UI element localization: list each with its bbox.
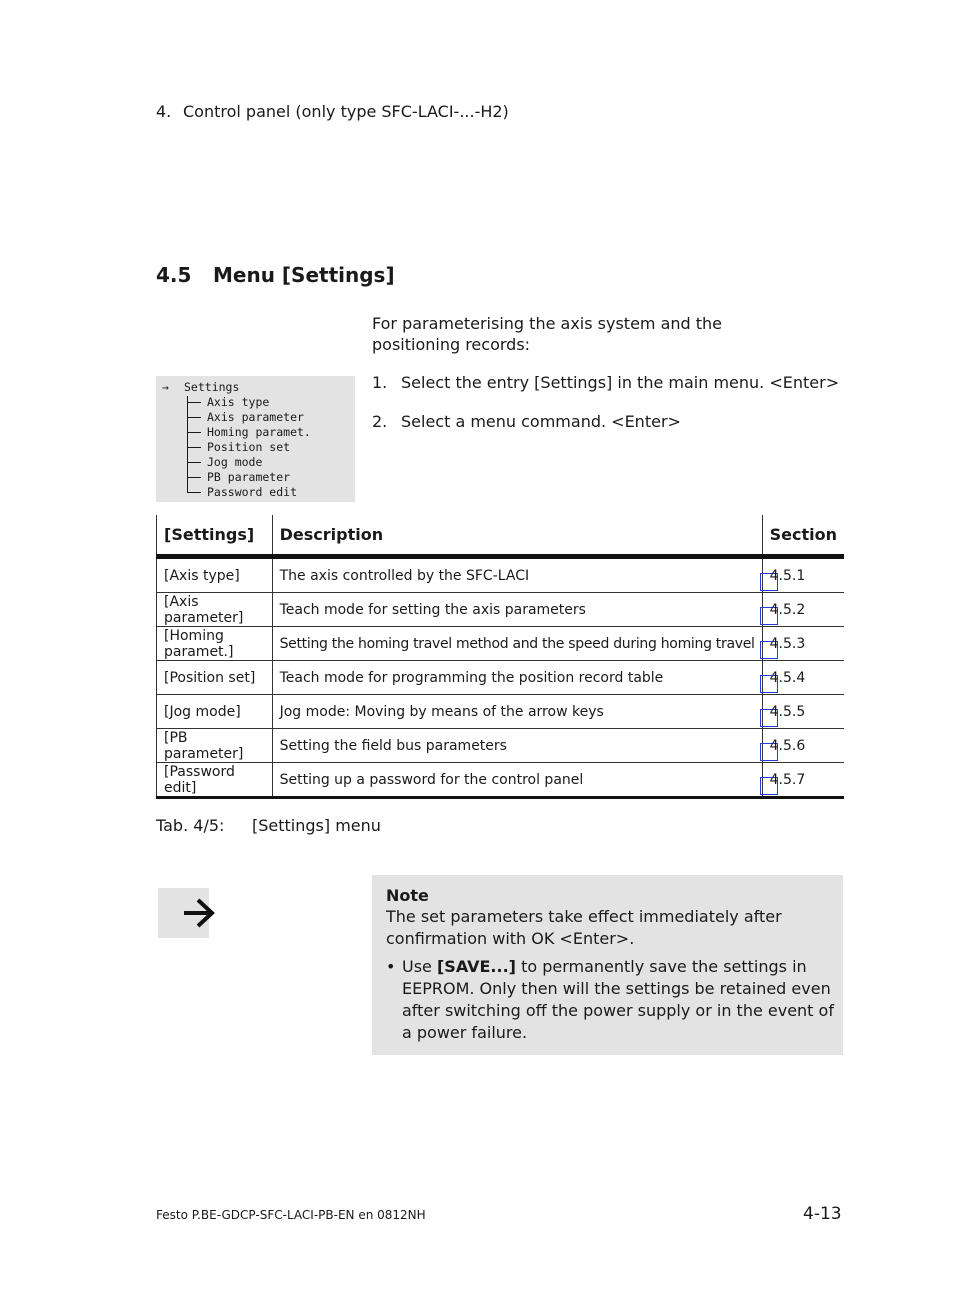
menu-tree-item: Axis parameter [207,410,304,424]
cell-description: Setting the homing travel method and the speed during homing travel [272,627,762,661]
cell-setting: [Axis parameter] [157,593,273,627]
step-text: Select a menu command. <Enter> [401,412,681,431]
cell-description: Setting the field bus parameters [272,729,762,763]
settings-menu-tree [156,376,355,502]
table-row [157,695,845,729]
top-step [156,102,509,121]
cell-description: Setting up a password for the control panel [272,763,762,798]
cell-setting: [PB parameter] [157,729,273,763]
instruction-step [372,373,839,392]
tree-branch [187,402,201,403]
section-number: 4.5 [156,263,192,287]
section-number-text: 4.5.1 [769,567,806,584]
section-link[interactable] [762,557,844,593]
bullet-prefix: Use [402,957,437,976]
tree-branch [187,462,201,463]
menu-tree-item: PB parameter [207,470,291,484]
bullet-bold: [SAVE...] [436,957,516,976]
footer-page-number: 4-13 [803,1204,842,1224]
arrow-right-icon [180,895,216,931]
top-step-number: 4. [156,102,172,121]
cell-setting: [Jog mode] [157,695,273,729]
table-row [157,593,845,627]
header-settings: [Settings] [157,515,273,557]
menu-tree-item: Homing paramet. [207,425,311,439]
note-box [372,875,843,1055]
section-link[interactable] [762,593,844,627]
tree-branch [187,447,201,448]
bullet-rest: to permanently save the settings in EEPROM. Only then will the settings be retained even after switching off the power supply or in the event of a power failure. [402,957,834,1042]
cell-setting: [Position set] [157,661,273,695]
section-link[interactable] [762,729,844,763]
instruction-step [372,412,681,431]
table-row [157,627,845,661]
section-number-text: 4.5.2 [769,601,806,618]
section-link[interactable] [762,661,844,695]
section-heading [156,263,395,287]
cell-setting: [Password edit] [157,763,273,798]
header-section: Section [762,515,844,557]
step-text: Select the entry [Settings] in the main menu. <Enter> [401,373,840,392]
table-row [157,661,845,695]
table-row [157,729,845,763]
note-title: Note [386,886,429,905]
settings-table [156,515,844,799]
table-row [157,557,845,593]
section-number-text: 4.5.3 [769,635,806,652]
cell-setting: [Axis type] [157,557,273,593]
note-body: The set parameters take effect immediately after confirmation with OK <Enter>. [386,907,782,948]
tree-branch [187,417,201,418]
menu-tree-item: Axis type [207,395,270,409]
note-bullet-text [402,956,834,1044]
footer-doc-id: Festo P.BE-GDCP-SFC-LACI-PB-EN en 0812NH [156,1208,426,1222]
bullet-dot-icon: • [386,957,396,976]
caption-label: Tab. 4/5: [156,816,225,835]
menu-tree-item: Jog mode [207,455,263,469]
menu-tree-root-label: Settings [184,380,240,394]
tree-branch [187,492,201,493]
menu-tree-item: Password edit [207,485,298,499]
step-number: 2. [372,412,388,431]
cell-description: Teach mode for programming the position record table [272,661,762,695]
tree-branch [187,477,201,478]
section-title: Menu [Settings] [213,263,395,287]
section-number-text: 4.5.7 [769,771,806,788]
cell-description: Teach mode for setting the axis parameters [272,593,762,627]
section-link[interactable] [762,627,844,661]
table-header-row [157,515,845,557]
menu-tree-root [162,380,239,394]
cell-description: The axis controlled by the SFC-LACI [272,557,762,593]
header-description: Description [272,515,762,557]
top-step-text: Control panel (only type SFC-LACI-...-H2) [183,102,509,121]
arrow-right-icon: → [162,380,169,394]
section-link[interactable] [762,695,844,729]
step-number: 1. [372,373,388,392]
tree-branch [187,432,201,433]
section-number-text: 4.5.5 [769,703,806,720]
table-row [157,763,845,798]
section-number-text: 4.5.6 [769,737,806,754]
intro-text: For parameterising the axis system and the positioning records: [372,314,723,354]
section-link[interactable] [762,763,844,798]
note-arrow-icon [158,888,209,938]
cell-description: Jog mode: Moving by means of the arrow keys [272,695,762,729]
caption-text: [Settings] menu [252,816,381,835]
table-caption [156,816,381,835]
section-number-text: 4.5.4 [769,669,806,686]
menu-tree-item: Position set [207,440,291,454]
cell-setting: [Homing paramet.] [157,627,273,661]
